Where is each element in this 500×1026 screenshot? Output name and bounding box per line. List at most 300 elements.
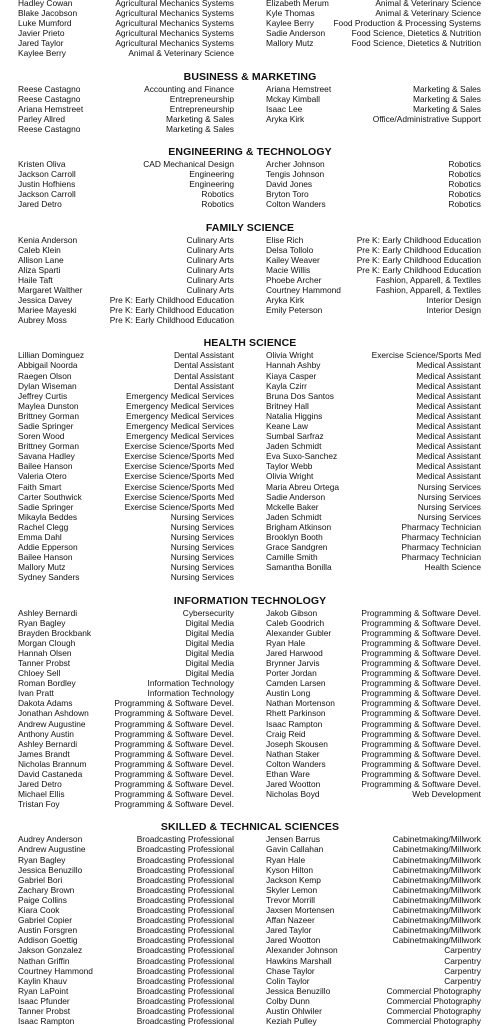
section-gap xyxy=(0,583,500,595)
program-name: Emergency Medical Services xyxy=(126,410,234,421)
program-name: Robotics xyxy=(201,189,234,200)
list-item xyxy=(266,658,481,668)
student-name: Sydney Sanders xyxy=(18,572,80,583)
program-name: Cabinetmaking/Millwork xyxy=(392,915,481,926)
list-item xyxy=(18,401,234,411)
student-name: Austin Long xyxy=(266,688,311,699)
student-name: Eva Suxo-Sanchez xyxy=(266,451,338,462)
program-name: Cybersecurity xyxy=(182,607,234,618)
program-name: Pre K: Early Childhood Education xyxy=(356,264,481,275)
list-item xyxy=(266,28,481,38)
student-name: Addison Goettig xyxy=(18,935,78,946)
student-name: Ashley Bernardi xyxy=(18,607,78,618)
list-item xyxy=(18,431,234,441)
program-name: Food Science, Dietetics & Nutrition xyxy=(351,38,481,49)
student-name: Hawkins Marshall xyxy=(266,955,332,966)
student-name: Phoebe Archer xyxy=(266,274,322,285)
list-item xyxy=(266,441,481,451)
list-item xyxy=(266,0,481,8)
program-name: Dental Assistant xyxy=(173,380,234,391)
program-name: Cabinetmaking/Millwork xyxy=(392,874,481,885)
list-item xyxy=(266,905,481,915)
student-name: Jaden Schmidt xyxy=(266,441,322,452)
student-name: Britney Hall xyxy=(266,400,309,411)
program-name: Pre K: Early Childhood Education xyxy=(109,305,234,316)
list-item xyxy=(18,471,234,481)
program-name: Robotics xyxy=(448,159,481,170)
list-item xyxy=(266,638,481,648)
program-name: Pre K: Early Childhood Education xyxy=(356,254,481,265)
student-name: Brooklyn Booth xyxy=(266,532,323,543)
program-name: Medical Assistant xyxy=(416,370,481,381)
list-item xyxy=(18,668,234,678)
program-name: Agricultural Mechanics Systems xyxy=(115,28,234,39)
program-name: Emergency Medical Services xyxy=(126,400,234,411)
student-name: Nathan Staker xyxy=(266,748,320,759)
student-name: Kiara Cook xyxy=(18,905,60,916)
program-name: Programming & Software Devel. xyxy=(361,748,481,759)
student-name: Javier Prieto xyxy=(18,28,65,39)
program-name: Programming & Software Devel. xyxy=(114,708,234,719)
student-name: Roman Bordley xyxy=(18,678,76,689)
student-name: Bailee Hanson xyxy=(18,552,73,563)
program-name: Medical Assistant xyxy=(416,431,481,442)
section-gap xyxy=(0,809,500,821)
list-item xyxy=(18,169,234,179)
program-name: Pharmacy Technician xyxy=(401,532,481,543)
list-item xyxy=(266,678,481,688)
list-item xyxy=(266,522,481,532)
section-columns xyxy=(0,84,500,134)
student-name: Hannah Ashby xyxy=(266,360,321,371)
list-item xyxy=(18,834,234,844)
list-item xyxy=(18,0,234,8)
program-name: Information Technology xyxy=(147,688,234,699)
program-name: Pharmacy Technician xyxy=(401,521,481,532)
list-item xyxy=(18,688,234,698)
student-name: Soren Wood xyxy=(18,431,65,442)
section-gap xyxy=(0,325,500,337)
program-name: Exercise Science/Sports Med xyxy=(124,441,234,452)
program-name: Nursing Services xyxy=(417,511,481,522)
student-name: Gabriel Bori xyxy=(18,874,63,885)
student-name: Camille Smith xyxy=(266,552,318,563)
list-item xyxy=(18,441,234,451)
student-name: Camden Larsen xyxy=(266,678,326,689)
list-item xyxy=(266,401,481,411)
student-name: Reese Castagno xyxy=(18,123,81,134)
student-name: Chloey Sell xyxy=(18,668,61,679)
program-name: Exercise Science/Sports Med xyxy=(124,491,234,502)
list-item xyxy=(266,189,481,199)
student-name: Ariana Hemstreet xyxy=(266,83,332,94)
list-item xyxy=(266,925,481,935)
student-name: Jaxsen Mortensen xyxy=(266,905,335,916)
program-name: Medical Assistant xyxy=(416,360,481,371)
section-gap xyxy=(0,59,500,71)
student-name: Mckelle Baker xyxy=(266,501,319,512)
student-name: Andrew Augustine xyxy=(18,844,86,855)
student-name: Kiaya Casper xyxy=(266,370,317,381)
program-name: Medical Assistant xyxy=(416,380,481,391)
student-name: Alexander Gubler xyxy=(266,627,332,638)
student-name: Nicholas Boyd xyxy=(266,789,320,800)
program-name: Interior Design xyxy=(426,295,481,306)
student-name: Valeria Otero xyxy=(18,471,67,482)
program-name: Broadcasting Professional xyxy=(136,1016,234,1026)
program-name: Broadcasting Professional xyxy=(136,1005,234,1016)
list-item xyxy=(266,255,481,265)
list-item xyxy=(266,492,481,502)
student-name: Natalia Higgins xyxy=(266,410,323,421)
student-name: Austin Forsgren xyxy=(18,925,78,936)
list-item xyxy=(18,451,234,461)
list-item xyxy=(18,159,234,169)
program-name: Web Development xyxy=(412,789,481,800)
list-item xyxy=(18,865,234,875)
list-item xyxy=(18,522,234,532)
program-name: Entrepreneurship xyxy=(169,103,234,114)
student-name: Ethan Ware xyxy=(266,769,310,779)
list-item xyxy=(18,189,234,199)
student-name: James Brandt xyxy=(18,748,70,759)
left-column xyxy=(0,350,250,582)
program-name: Programming & Software Devel. xyxy=(114,748,234,759)
student-name: Jared Taylor xyxy=(266,925,312,936)
student-name: Ryan LaPoint xyxy=(18,985,69,996)
list-item xyxy=(18,421,234,431)
student-name: Rachel Clegg xyxy=(18,521,69,532)
program-name: Fashion, Apparell, & Textiles xyxy=(375,274,481,285)
program-name: Carpentry xyxy=(444,945,481,956)
student-name: Zachary Brown xyxy=(18,884,75,895)
student-name: Aryka Kirk xyxy=(266,113,305,124)
list-item xyxy=(18,986,234,996)
program-name: Office/Administrative Support xyxy=(372,113,481,124)
student-name: Jared Detro xyxy=(18,199,62,210)
student-name: Justin Hofhiens xyxy=(18,179,76,190)
student-name: Addie Epperson xyxy=(18,542,78,553)
program-name: Marketing & Sales xyxy=(413,93,481,104)
program-name: Cabinetmaking/Millwork xyxy=(392,894,481,905)
list-item xyxy=(266,895,481,905)
list-item xyxy=(18,1016,234,1026)
student-name: David Castaneda xyxy=(18,769,83,779)
program-name: Broadcasting Professional xyxy=(136,854,234,865)
student-name: Brynner Jarvis xyxy=(266,657,320,668)
list-item xyxy=(266,855,481,865)
program-name: Engineering xyxy=(189,179,234,190)
student-name: Kyson Hilton xyxy=(266,864,314,875)
student-name: Dakota Adams xyxy=(18,698,73,709)
program-name: Dental Assistant xyxy=(173,360,234,371)
student-name: Sadie Springer xyxy=(18,421,74,431)
list-item xyxy=(18,678,234,688)
student-name: Colin Taylor xyxy=(266,975,310,986)
list-item xyxy=(18,552,234,562)
list-item xyxy=(266,502,481,512)
program-name: Digital Media xyxy=(185,637,234,648)
list-item xyxy=(266,739,481,749)
student-name: Sadie Springer xyxy=(18,501,74,512)
program-name: Broadcasting Professional xyxy=(136,965,234,976)
student-name: Brigham Atkinson xyxy=(266,521,332,532)
student-name: Dylan Wiseman xyxy=(18,380,77,391)
student-name: David Jones xyxy=(266,179,313,190)
list-item xyxy=(18,638,234,648)
student-name: Jared Harwood xyxy=(266,647,323,658)
list-item xyxy=(18,124,234,134)
list-item xyxy=(18,875,234,885)
program-name: Cabinetmaking/Millwork xyxy=(392,884,481,895)
list-item xyxy=(18,265,234,275)
list-item xyxy=(18,779,234,789)
program-name: Emergency Medical Services xyxy=(126,421,234,431)
program-name: Programming & Software Devel. xyxy=(114,799,234,810)
list-item xyxy=(266,976,481,986)
student-name: Ryan Bagley xyxy=(18,617,66,628)
list-item xyxy=(18,769,234,779)
list-item xyxy=(18,255,234,265)
list-item xyxy=(18,542,234,552)
list-item xyxy=(18,18,234,28)
section-gap xyxy=(0,210,500,222)
program-name: Broadcasting Professional xyxy=(136,925,234,936)
student-name: Trevor Morrill xyxy=(266,894,316,905)
program-name: Programming & Software Devel. xyxy=(114,779,234,790)
program-name: Animal & Veterinary Science xyxy=(375,8,481,19)
list-item xyxy=(266,769,481,779)
list-item xyxy=(266,885,481,895)
list-item xyxy=(18,628,234,638)
student-name: Craig Reid xyxy=(266,728,306,739)
student-name: Colton Wanders xyxy=(266,758,326,769)
left-column xyxy=(0,0,250,59)
list-item xyxy=(18,350,234,360)
list-item xyxy=(266,1016,481,1026)
program-name: Carpentry xyxy=(444,965,481,976)
program-name: Cabinetmaking/Millwork xyxy=(392,834,481,845)
student-name: Aryka Kirk xyxy=(266,295,305,306)
program-name: Programming & Software Devel. xyxy=(361,728,481,739)
list-item xyxy=(266,18,481,28)
list-item xyxy=(18,275,234,285)
student-name: Isaac Lee xyxy=(266,103,303,114)
program-name: Nursing Services xyxy=(170,552,234,563)
program-name: Medical Assistant xyxy=(416,390,481,401)
student-name: Joseph Skousen xyxy=(266,738,328,749)
student-name: Maylea Dunston xyxy=(18,400,79,411)
program-name: Dental Assistant xyxy=(173,350,234,361)
program-name: Cabinetmaking/Millwork xyxy=(392,925,481,936)
list-item xyxy=(266,94,481,104)
program-name: Broadcasting Professional xyxy=(136,864,234,875)
list-item xyxy=(18,789,234,799)
list-item xyxy=(18,996,234,1006)
student-name: Caleb Goodrich xyxy=(266,617,325,628)
list-item xyxy=(18,371,234,381)
student-name: Sadie Anderson xyxy=(266,491,326,502)
section-columns xyxy=(0,834,500,1026)
program-name: Carpentry xyxy=(444,955,481,966)
program-name: Broadcasting Professional xyxy=(136,995,234,1006)
list-item xyxy=(18,285,234,295)
student-name: Mallory Mutz xyxy=(266,38,314,49)
program-name: Programming & Software Devel. xyxy=(361,627,481,638)
program-name: Robotics xyxy=(448,189,481,200)
student-name: Austin Ohlwiler xyxy=(266,1005,322,1016)
student-name: Paige Collins xyxy=(18,894,67,905)
section xyxy=(0,146,500,209)
student-name: Morgan Clough xyxy=(18,637,76,648)
program-name: Broadcasting Professional xyxy=(136,955,234,966)
list-item xyxy=(18,935,234,945)
program-name: Animal & Veterinary Science xyxy=(128,48,234,59)
list-item xyxy=(266,865,481,875)
student-name: Reese Castagno xyxy=(18,83,81,94)
list-item xyxy=(18,976,234,986)
list-item xyxy=(18,360,234,370)
program-name: Fashion, Apparell, & Textiles xyxy=(375,284,481,295)
student-name: Rhett Parkinson xyxy=(266,708,326,719)
program-name: Programming & Software Devel. xyxy=(361,738,481,749)
student-name: Mckay Kimball xyxy=(266,93,320,104)
student-name: Parley Allred xyxy=(18,113,66,124)
list-item xyxy=(18,562,234,572)
student-name: Hannah Olsen xyxy=(18,647,72,658)
program-name: Programming & Software Devel. xyxy=(114,758,234,769)
student-name: Jensen Barrus xyxy=(266,834,320,845)
student-name: Bryton Toro xyxy=(266,189,309,200)
student-name: Delsa Tollolo xyxy=(266,244,314,255)
list-item xyxy=(266,834,481,844)
program-name: Entrepreneurship xyxy=(169,93,234,104)
list-item xyxy=(18,492,234,502)
student-name: Brayden Brockbank xyxy=(18,627,92,638)
student-name: Jared Wootton xyxy=(266,935,321,946)
student-name: Mallory Mutz xyxy=(18,562,66,573)
program-name: Nursing Services xyxy=(170,542,234,553)
program-name: Programming & Software Devel. xyxy=(361,637,481,648)
list-item xyxy=(266,235,481,245)
student-name: Taylor Webb xyxy=(266,461,313,472)
section xyxy=(0,222,500,326)
list-item xyxy=(266,789,481,799)
program-name: Pharmacy Technician xyxy=(401,542,481,553)
program-name: Nursing Services xyxy=(170,511,234,522)
student-name: Emily Peterson xyxy=(266,305,323,316)
program-name: Nursing Services xyxy=(417,501,481,512)
list-item xyxy=(18,179,234,189)
program-name: Programming & Software Devel. xyxy=(361,678,481,689)
program-name: Pharmacy Technician xyxy=(401,552,481,563)
student-name: Ivan Pratt xyxy=(18,688,54,699)
program-name: Programming & Software Devel. xyxy=(361,647,481,658)
student-name: Grace Sandgren xyxy=(266,542,328,553)
student-name: Jakob Gibson xyxy=(266,607,318,618)
section xyxy=(0,71,500,134)
student-name: Skyler Lemon xyxy=(266,884,318,895)
student-name: Ryan Hale xyxy=(266,637,306,648)
right-column xyxy=(250,159,500,209)
list-item xyxy=(266,956,481,966)
program-name: Programming & Software Devel. xyxy=(361,769,481,779)
student-name: Bruna Dos Santos xyxy=(266,390,334,401)
student-name: Luke Mumford xyxy=(18,18,72,29)
student-name: Colby Dunn xyxy=(266,995,310,1006)
list-item xyxy=(266,461,481,471)
student-name: Courtney Hammond xyxy=(18,965,93,976)
program-name: Pre K: Early Childhood Education xyxy=(356,234,481,245)
list-item xyxy=(266,532,481,542)
list-item xyxy=(18,295,234,305)
list-item xyxy=(18,915,234,925)
section-columns xyxy=(0,608,500,810)
list-item xyxy=(18,532,234,542)
list-item xyxy=(266,295,481,305)
list-item xyxy=(266,38,481,48)
left-column xyxy=(0,834,250,1026)
list-item xyxy=(18,648,234,658)
student-name: Jessica Davey xyxy=(18,295,72,306)
student-name: Alexander Johnson xyxy=(266,945,338,956)
list-item xyxy=(266,114,481,124)
program-name: Cabinetmaking/Millwork xyxy=(392,905,481,916)
section-title: HEALTH SCIENCE xyxy=(203,337,297,350)
program-name: Cabinetmaking/Millwork xyxy=(392,935,481,946)
student-name: Sadie Anderson xyxy=(266,28,326,39)
student-name: Caleb Klein xyxy=(18,244,61,255)
program-name: Food Production & Processing Systems xyxy=(333,18,481,29)
section-columns xyxy=(0,350,500,582)
list-item xyxy=(18,28,234,38)
student-name: Jaden Schmidt xyxy=(266,511,322,522)
student-name: Raegen Olson xyxy=(18,370,72,381)
program-name: Robotics xyxy=(201,199,234,210)
program-name: Marketing & Sales xyxy=(413,103,481,114)
program-name: Medical Assistant xyxy=(416,461,481,472)
program-name: Programming & Software Devel. xyxy=(361,617,481,628)
program-name: Cabinetmaking/Millwork xyxy=(392,854,481,865)
list-item xyxy=(18,84,234,94)
student-name: Audrey Anderson xyxy=(18,834,83,845)
list-item xyxy=(18,305,234,315)
list-item xyxy=(266,1006,481,1016)
student-name: Hadley Cowan xyxy=(18,0,73,8)
list-item xyxy=(18,905,234,915)
program-name: Robotics xyxy=(448,179,481,190)
program-name: Programming & Software Devel. xyxy=(114,718,234,729)
list-item xyxy=(266,471,481,481)
student-name: Tanner Probst xyxy=(18,1005,71,1016)
student-name: Jonathan Ashdown xyxy=(18,708,89,719)
program-name: Programming & Software Devel. xyxy=(361,607,481,618)
list-item xyxy=(18,729,234,739)
program-name: Pre K: Early Childhood Education xyxy=(109,315,234,326)
student-name: Kaylee Berry xyxy=(266,18,314,29)
list-item xyxy=(18,461,234,471)
program-name: Programming & Software Devel. xyxy=(361,668,481,679)
student-name: Colton Wanders xyxy=(266,199,326,210)
program-name: Nursing Services xyxy=(170,562,234,573)
program-name: Culinary Arts xyxy=(186,274,234,285)
student-name: Haile Taft xyxy=(18,274,53,285)
program-name: Programming & Software Devel. xyxy=(114,738,234,749)
right-column xyxy=(250,350,500,582)
list-item xyxy=(18,739,234,749)
program-name: Broadcasting Professional xyxy=(136,894,234,905)
list-item xyxy=(266,512,481,522)
